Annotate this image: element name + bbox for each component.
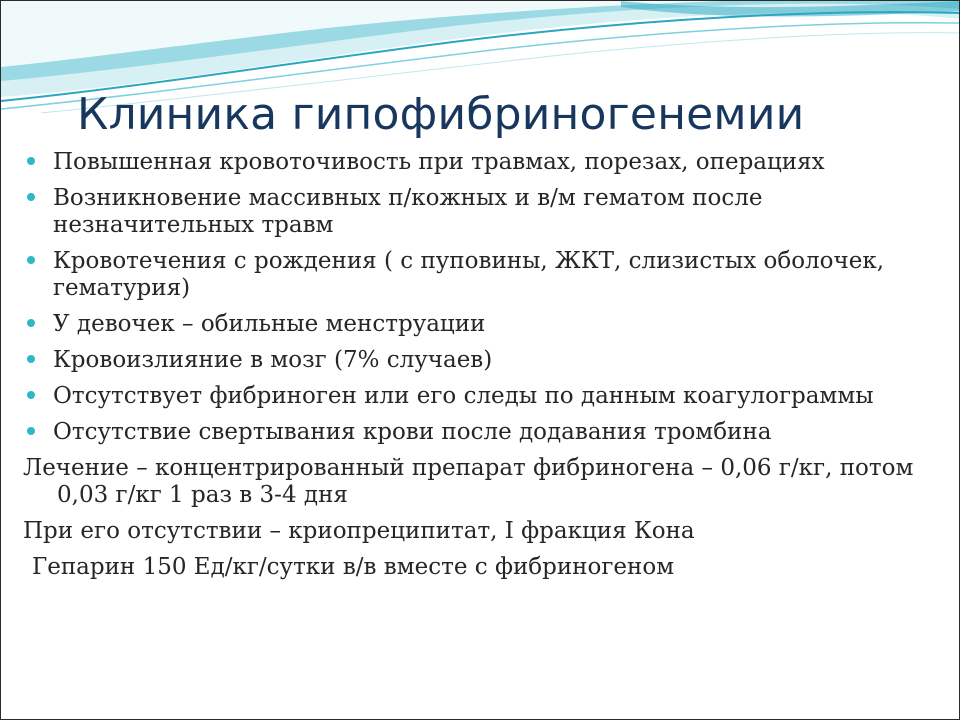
- bullet-item: [23, 248, 923, 302]
- bullet-dot-icon: [27, 391, 35, 399]
- slide-content: [23, 149, 923, 590]
- bullet-item: [23, 185, 923, 239]
- bullet-item: [23, 311, 923, 338]
- bullet-text: Возникновение массивных п/кожных и в/м гематом после незначительных травм: [53, 185, 763, 238]
- bullet-text: У девочек – обильные менструации: [53, 311, 486, 337]
- bullet-dot-icon: [27, 193, 35, 201]
- bullet-item: [23, 149, 923, 176]
- bullet-item: [23, 347, 923, 374]
- bullet-dot-icon: [27, 319, 35, 327]
- bullet-text: Отсутствие свертывания крови после додавания тромбина: [53, 419, 772, 445]
- bullet-item: [23, 383, 923, 410]
- bullet-text: Кровотечения с рождения ( с пуповины, ЖКТ, слизистых оболочек, гематурия): [53, 248, 885, 301]
- slide-title: Клиника гипофибриногенемии: [77, 89, 805, 140]
- heparin-paragraph: Гепарин 150 Ед/кг/сутки в/в вместе с фибриногеном: [32, 554, 675, 580]
- bullet-list: [23, 149, 923, 446]
- bullet-text: Кровоизлияние в мозг (7% случаев): [53, 347, 493, 373]
- bullet-text: Отсутствует фибриноген или его следы по данным коагулограммы: [53, 383, 874, 409]
- bullet-dot-icon: [27, 256, 35, 264]
- alternative-treatment-paragraph: При его отсутствии – криопреципитат, I фракция Кона: [23, 518, 695, 544]
- treatment-paragraph: Лечение – концентрированный препарат фибриногена – 0,06 г/кг, потом 0,03 г/кг 1 раз в 3-4 дня: [23, 455, 914, 508]
- bullet-text: Повышенная кровоточивость при травмах, порезах, операциях: [53, 149, 825, 175]
- bullet-dot-icon: [27, 355, 35, 363]
- bullet-dot-icon: [27, 427, 35, 435]
- bullet-dot-icon: [27, 157, 35, 165]
- bullet-item: [23, 419, 923, 446]
